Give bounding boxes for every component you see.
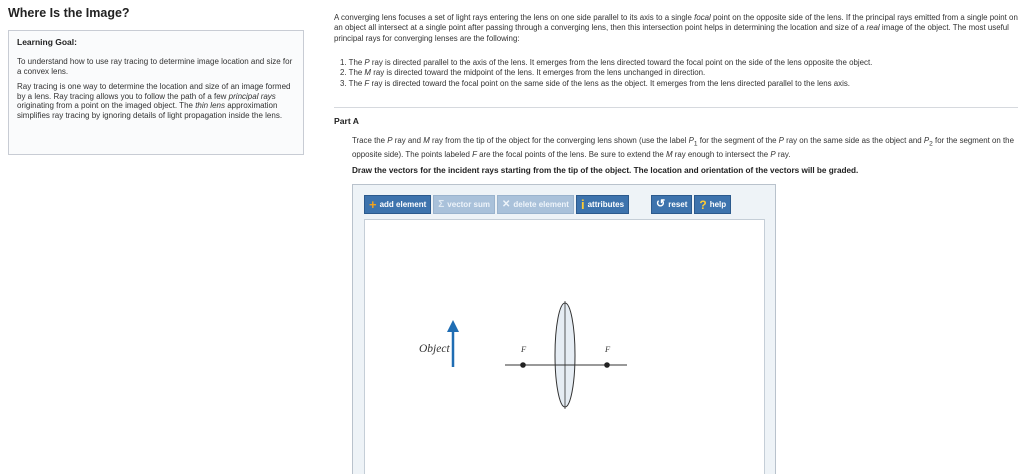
- ray-item-text: ray is directed parallel to the axis of the lens. It emerges from the lens directed toward the focal point on the side of the lens opposite the object.: [369, 58, 873, 67]
- vector-sum-button[interactable]: [433, 195, 495, 214]
- principal-rays-list: [340, 58, 1010, 89]
- vector-drawing-tool: [352, 184, 776, 474]
- question-symbol-m: M: [665, 149, 673, 159]
- ray-item-text: ray is directed toward the focal point on the same side of the lens as the object. It emerges from the lens directed parallel to the lens axis.: [369, 78, 850, 88]
- focal-point-left: [520, 362, 526, 368]
- ray-item-f: [340, 79, 1010, 89]
- question-symbol-p: P: [770, 149, 776, 159]
- question-symbol-p1: P: [688, 136, 694, 145]
- drawing-toolbar: [364, 195, 733, 214]
- question-text: ray from the tip of the object for the converging lens shown (use the label: [429, 136, 689, 145]
- question-subscript-2: 2: [929, 140, 933, 148]
- part-a-label: Part A: [334, 116, 359, 126]
- attributes-button[interactable]: [576, 195, 629, 214]
- learning-goal-text: To understand how to use ray tracing to determine image location and size for a convex lens.: [17, 57, 293, 76]
- left-pane: [0, 0, 316, 474]
- ray-tracing-text-3: approximation simplifies ray tracing by ignoring details of light propagation inside the lens.: [17, 101, 283, 120]
- attributes-label: attributes: [587, 200, 625, 209]
- reset-button[interactable]: [651, 195, 692, 214]
- question-text: ray enough to intersect the: [672, 149, 771, 159]
- ray-item-text: ray is directed toward the midpoint of the lens. It emerges from the lens unchanged in direction.: [371, 68, 706, 78]
- thin-lens-term: thin lens: [195, 101, 225, 111]
- plus-icon: +: [369, 197, 377, 212]
- drawing-canvas[interactable]: [364, 219, 765, 474]
- ray-tracing-text-2: originating from a point on the imaged object. The: [17, 101, 196, 111]
- question-symbol-m: M: [423, 136, 430, 145]
- intro-real-term: real: [866, 23, 880, 33]
- section-divider: [334, 107, 1018, 108]
- learning-goal-box: [8, 30, 304, 155]
- question-text: ray and: [392, 136, 424, 145]
- question-text: Trace the: [352, 136, 388, 145]
- reset-label: reset: [668, 200, 688, 209]
- question-symbol-p2: P: [923, 136, 930, 145]
- ray-item-p: [340, 58, 1010, 68]
- intro-text-1: A converging lens focuses a set of light rays entering the lens on one side parallel to its axis to a single: [334, 13, 695, 22]
- ray-symbol-p: P: [364, 58, 370, 67]
- toolbar-spacer: [631, 195, 651, 214]
- vector-sum-label: vector sum: [447, 200, 490, 209]
- question-text: for the segment of the: [697, 136, 779, 145]
- question-text: for the segment on the opposite side). The points labeled: [352, 136, 1014, 159]
- help-button[interactable]: [694, 195, 731, 214]
- learning-goal-heading: Learning Goal:: [17, 37, 77, 47]
- question-subscript-1: 1: [693, 140, 698, 148]
- part-a-question: [352, 136, 1018, 160]
- question-text: are the focal points of the lens. Be sure to extend the: [476, 149, 666, 159]
- question-symbol-f: F: [472, 149, 477, 159]
- draw-instruction: Draw the vectors for the incident rays starting from the tip of the object. The location and orientation of the vectors will be graded.: [352, 166, 859, 175]
- focal-point-right: [604, 362, 610, 368]
- ray-symbol-f: F: [364, 78, 370, 88]
- intro-text-3: image of the object. The most useful principal rays for converging lenses are the following:: [334, 23, 1009, 43]
- focal-label-right: F: [605, 344, 611, 354]
- intro-focal-term: focal: [694, 13, 711, 22]
- object-label: Object: [419, 343, 450, 355]
- info-icon: i: [580, 197, 585, 212]
- help-label: help: [709, 200, 727, 209]
- question-text: ray on the same side as the object and: [783, 136, 924, 145]
- question-symbol-p: P: [387, 136, 393, 145]
- ray-item-number: 3. The: [340, 78, 365, 88]
- ray-item-number: 1. The: [340, 58, 365, 67]
- intro-paragraph: [334, 13, 1018, 44]
- intro-text-2: point on the opposite side of the lens. If the principal rays emitted from a single point on an object all intersect at a single point after passing through a converging lens, then this intersection point helps in determining the location and size of a: [334, 13, 1018, 33]
- delete-x-icon: ✕: [501, 198, 511, 210]
- help-icon: ?: [699, 197, 707, 212]
- page-title: Where Is the Image?: [8, 6, 130, 20]
- ray-item-number: 2. The: [340, 68, 365, 78]
- ray-tracing-description: [17, 82, 295, 120]
- ray-tracing-text-1: Ray tracing is one way to determine the location and size of an image formed by a lens. Ray tracing allows you to follow the path of a few: [17, 82, 291, 101]
- focal-label-left: F: [521, 344, 527, 354]
- object-arrow-head: [447, 320, 459, 332]
- add-element-label: add element: [379, 200, 427, 209]
- sigma-icon: Σ: [438, 198, 445, 210]
- add-element-button[interactable]: [364, 195, 431, 214]
- delete-element-label: delete element: [513, 200, 569, 209]
- reset-icon: ↺: [656, 198, 666, 210]
- ray-symbol-m: M: [364, 68, 371, 78]
- delete-element-button[interactable]: [497, 195, 574, 214]
- ray-item-m: [340, 68, 1010, 78]
- question-text: ray.: [775, 149, 791, 159]
- question-symbol-p: P: [778, 136, 784, 145]
- right-pane: [316, 0, 1024, 474]
- principal-rays-term: principal rays: [228, 91, 276, 101]
